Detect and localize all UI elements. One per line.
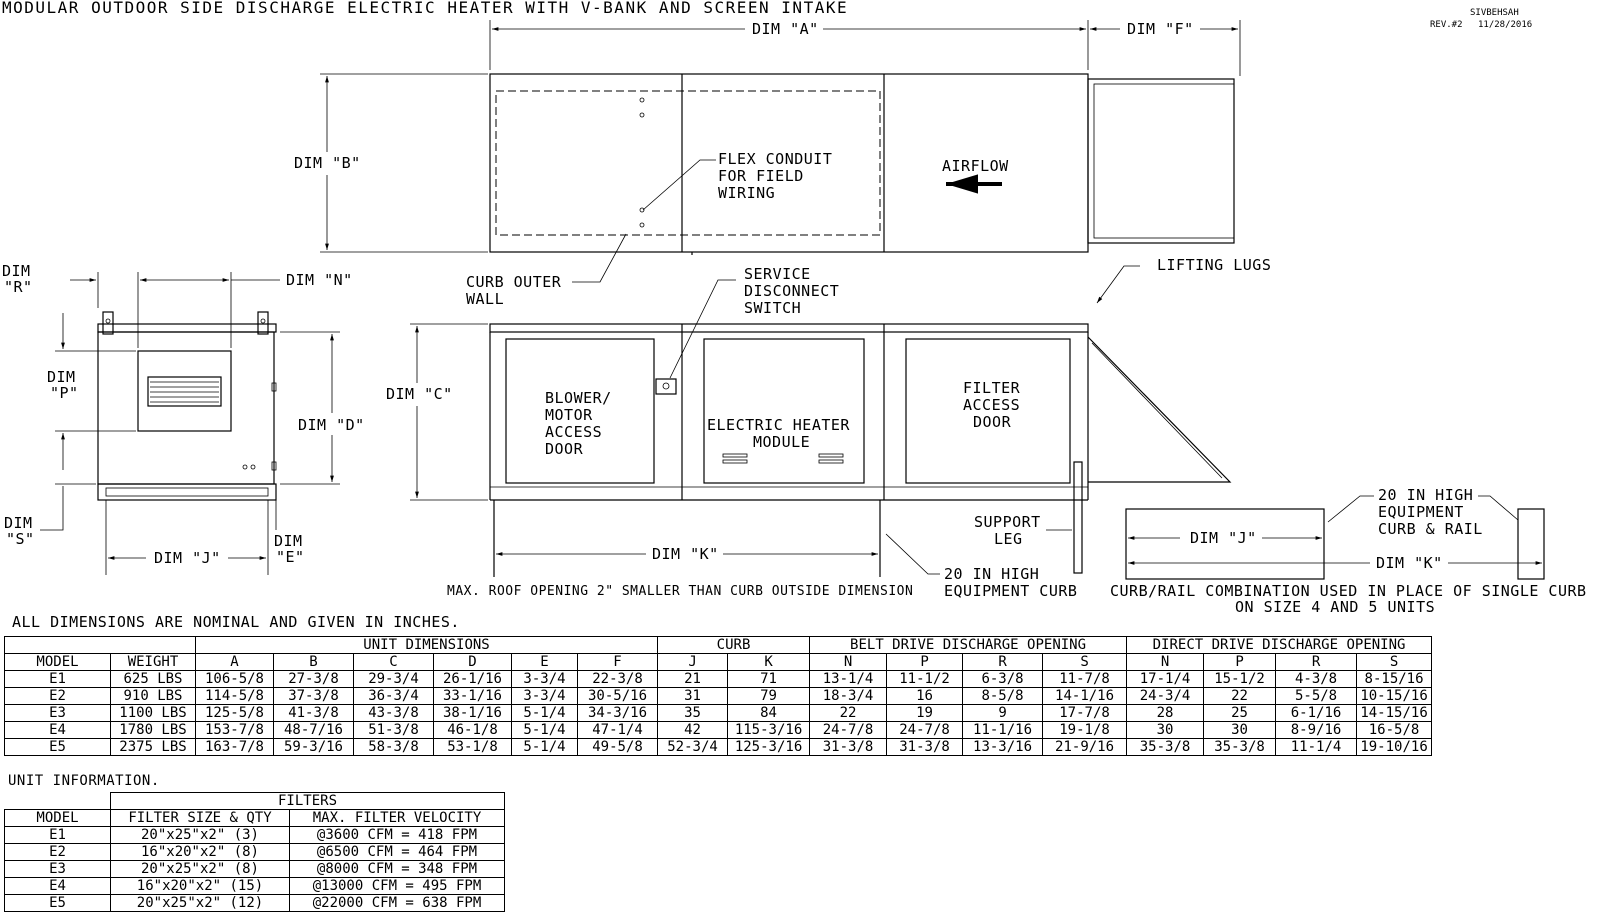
- end-view: [98, 312, 276, 500]
- roof-opening-note: MAX. ROOF OPENING 2" SMALLER THAN CURB OUTSIDE DIMENSION: [447, 584, 914, 599]
- table-row: [5, 705, 1432, 722]
- table-row: [5, 688, 1432, 705]
- side-view: [490, 324, 1230, 577]
- table-row: [5, 827, 505, 844]
- dim-d-label: DIM "D": [298, 416, 365, 434]
- table-cell: 6-1/16: [1276, 705, 1357, 722]
- dim-c-label: DIM "C": [386, 385, 453, 403]
- table-cell: 58-3/8: [354, 739, 434, 756]
- curb-20-label-2: EQUIPMENT CURB: [944, 582, 1078, 600]
- table-cell: 5-1/4: [512, 722, 578, 739]
- column-header: S: [1043, 654, 1127, 671]
- table-cell: 21: [658, 671, 728, 688]
- dim-b-label: DIM "B": [294, 154, 361, 172]
- column-header: F: [578, 654, 658, 671]
- table-cell: 6-3/8: [963, 671, 1043, 688]
- blower-door-label-1: BLOWER/: [545, 389, 612, 407]
- filters-column-header-row: [5, 810, 505, 827]
- table-cell: 49-5/8: [578, 739, 658, 756]
- revision-date: 11/28/2016: [1478, 20, 1533, 30]
- table-cell: 22-3/8: [578, 671, 658, 688]
- table-cell: 46-1/8: [434, 722, 512, 739]
- column-header: WEIGHT: [111, 654, 196, 671]
- blower-door-label-4: DOOR: [545, 440, 584, 458]
- dim-f-label: DIM "F": [1127, 20, 1194, 38]
- table-cell: 25: [1204, 705, 1276, 722]
- table-cell: 17-1/4: [1127, 671, 1204, 688]
- support-leg-label-1: SUPPORT: [974, 513, 1041, 531]
- table-cell: 11-1/16: [963, 722, 1043, 739]
- heater-module-label-2: MODULE: [753, 433, 811, 451]
- table-cell: 53-1/8: [434, 739, 512, 756]
- airflow-label: AIRFLOW: [942, 157, 1009, 175]
- table-cell: @8000 CFM = 348 FPM: [290, 861, 505, 878]
- service-switch-label-1: SERVICE: [744, 265, 811, 283]
- dim-e-label-2: "E": [276, 548, 305, 566]
- dim-r-label-1: DIM: [2, 262, 31, 280]
- table-cell: 42: [658, 722, 728, 739]
- rail-note-2: ON SIZE 4 AND 5 UNITS: [1235, 598, 1436, 616]
- service-switch-label-2: DISCONNECT: [744, 282, 840, 300]
- table-cell: 10-15/16: [1357, 688, 1432, 705]
- table-cell: 71: [728, 671, 810, 688]
- table-cell: 153-7/8: [196, 722, 274, 739]
- table-cell: 19-10/16: [1357, 739, 1432, 756]
- table-cell: E4: [5, 722, 111, 739]
- column-header: E: [512, 654, 578, 671]
- table-cell: 52-3/4: [658, 739, 728, 756]
- table-cell: 9: [963, 705, 1043, 722]
- table-cell: 125-3/16: [728, 739, 810, 756]
- table-cell: 16-5/8: [1357, 722, 1432, 739]
- column-header: P: [1204, 654, 1276, 671]
- table-cell: 8-9/16: [1276, 722, 1357, 739]
- table-cell: E2: [5, 688, 111, 705]
- dim-s-label-2: "S": [6, 530, 35, 548]
- table-cell: 20"x25"x2" (8): [111, 861, 290, 878]
- table-cell: 31-3/8: [810, 739, 887, 756]
- rail-label-1: 20 IN HIGH: [1378, 486, 1474, 504]
- table-cell: E2: [5, 844, 111, 861]
- dim-k-rail-label: DIM "K": [1376, 554, 1443, 572]
- curb-outer-wall-label-1: CURB OUTER: [466, 273, 562, 291]
- table-cell: 30: [1127, 722, 1204, 739]
- column-header: K: [728, 654, 810, 671]
- column-header: S: [1357, 654, 1432, 671]
- drawing-id: SIVBEHSAH: [1470, 8, 1519, 18]
- table-row: [5, 844, 505, 861]
- table-cell: E1: [5, 671, 111, 688]
- table-cell: 11-7/8: [1043, 671, 1127, 688]
- table-cell: 22: [810, 705, 887, 722]
- top-view: [490, 74, 1234, 255]
- flex-conduit-label-3: WIRING: [718, 184, 776, 202]
- table-cell: 20"x25"x2" (3): [111, 827, 290, 844]
- table-cell: 11-1/4: [1276, 739, 1357, 756]
- column-header: R: [963, 654, 1043, 671]
- dimensions-group-header-row: [5, 637, 1432, 654]
- table-cell: @6500 CFM = 464 FPM: [290, 844, 505, 861]
- table-cell: 4-3/8: [1276, 671, 1357, 688]
- table-row: [5, 861, 505, 878]
- filters-group-header-row: [5, 793, 505, 810]
- curb-header: CURB: [658, 637, 810, 654]
- lifting-lugs-label: LIFTING LUGS: [1157, 256, 1272, 274]
- dim-j-end-label: DIM "J": [154, 549, 221, 567]
- column-header: A: [196, 654, 274, 671]
- dimensions-note: ALL DIMENSIONS ARE NOMINAL AND GIVEN IN INCHES.: [12, 613, 460, 631]
- table-cell: 11-1/2: [887, 671, 963, 688]
- column-header: FILTER SIZE & QTY: [111, 810, 290, 827]
- drawing-title: MODULAR OUTDOOR SIDE DISCHARGE ELECTRIC HEATER WITH V-BANK AND SCREEN INTAKE: [2, 0, 849, 17]
- dim-e-label-1: DIM: [274, 532, 303, 550]
- rail-label-2: EQUIPMENT: [1378, 503, 1464, 521]
- table-cell: 47-1/4: [578, 722, 658, 739]
- column-header: R: [1276, 654, 1357, 671]
- dim-p-label-1: DIM: [47, 368, 76, 386]
- curb-20-label-1: 20 IN HIGH: [944, 565, 1040, 583]
- table-cell: 18-3/4: [810, 688, 887, 705]
- table-cell: 5-1/4: [512, 705, 578, 722]
- column-header: N: [810, 654, 887, 671]
- table-cell: 163-7/8: [196, 739, 274, 756]
- blower-door-label-2: MOTOR: [545, 406, 593, 424]
- rail-note-1: CURB/RAIL COMBINATION USED IN PLACE OF SINGLE CURB: [1110, 582, 1587, 600]
- dim-a-label: DIM "A": [752, 20, 819, 38]
- table-cell: 35: [658, 705, 728, 722]
- table-cell: 24-7/8: [810, 722, 887, 739]
- table-row: [5, 878, 505, 895]
- table-cell: 106-5/8: [196, 671, 274, 688]
- table-cell: @22000 CFM = 638 FPM: [290, 895, 505, 912]
- table-cell: 21-9/16: [1043, 739, 1127, 756]
- flex-conduit-label-2: FOR FIELD: [718, 167, 804, 185]
- table-cell: E4: [5, 878, 111, 895]
- flex-conduit-label-1: FLEX CONDUIT: [718, 150, 833, 168]
- table-cell: 125-5/8: [196, 705, 274, 722]
- table-cell: 43-3/8: [354, 705, 434, 722]
- table-cell: 8-5/8: [963, 688, 1043, 705]
- table-cell: 115-3/16: [728, 722, 810, 739]
- filters-header: FILTERS: [111, 793, 505, 810]
- dim-j-rail-label: DIM "J": [1190, 529, 1257, 547]
- column-header: MODEL: [5, 810, 111, 827]
- table-cell: E3: [5, 861, 111, 878]
- table-cell: 48-7/16: [274, 722, 354, 739]
- column-header: B: [274, 654, 354, 671]
- table-cell: 36-3/4: [354, 688, 434, 705]
- blank-header-cell: [5, 637, 196, 654]
- table-row: [5, 895, 505, 912]
- table-cell: 31: [658, 688, 728, 705]
- table-cell: @3600 CFM = 418 FPM: [290, 827, 505, 844]
- table-cell: 17-7/8: [1043, 705, 1127, 722]
- table-cell: 28: [1127, 705, 1204, 722]
- table-cell: 31-3/8: [887, 739, 963, 756]
- rail-label-3: CURB & RAIL: [1378, 520, 1483, 538]
- table-cell: 35-3/8: [1127, 739, 1204, 756]
- table-cell: E5: [5, 739, 111, 756]
- column-header: J: [658, 654, 728, 671]
- table-cell: 30-5/16: [578, 688, 658, 705]
- table-cell: 13-3/16: [963, 739, 1043, 756]
- table-cell: 910 LBS: [111, 688, 196, 705]
- table-cell: 1780 LBS: [111, 722, 196, 739]
- direct-drive-header: DIRECT DRIVE DISCHARGE OPENING: [1127, 637, 1432, 654]
- table-cell: 30: [1204, 722, 1276, 739]
- table-cell: 19: [887, 705, 963, 722]
- revision-label: REV.#2: [1430, 20, 1463, 30]
- dimensions-column-header-row: [5, 654, 1432, 671]
- dim-p-label-2: "P": [50, 384, 79, 402]
- table-cell: E3: [5, 705, 111, 722]
- table-cell: 2375 LBS: [111, 739, 196, 756]
- dim-k-label: DIM "K": [652, 545, 719, 563]
- table-cell: 3-3/4: [512, 671, 578, 688]
- heater-module-label-1: ELECTRIC HEATER: [707, 416, 850, 434]
- belt-drive-header: BELT DRIVE DISCHARGE OPENING: [810, 637, 1127, 654]
- table-cell: 5-5/8: [1276, 688, 1357, 705]
- support-leg-label-2: LEG: [994, 530, 1023, 548]
- table-row: [5, 722, 1432, 739]
- table-cell: 5-1/4: [512, 739, 578, 756]
- table-cell: 24-7/8: [887, 722, 963, 739]
- column-header: C: [354, 654, 434, 671]
- table-cell: 24-3/4: [1127, 688, 1204, 705]
- dim-s-label-1: DIM: [4, 514, 33, 532]
- dim-r-label-2: "R": [4, 278, 33, 296]
- filter-door-label-1: FILTER: [963, 379, 1021, 397]
- table-cell: 33-1/16: [434, 688, 512, 705]
- table-cell: 114-5/8: [196, 688, 274, 705]
- table-cell: E5: [5, 895, 111, 912]
- column-header: P: [887, 654, 963, 671]
- table-cell: 37-3/8: [274, 688, 354, 705]
- blank-header-cell: [5, 793, 111, 810]
- table-cell: 34-3/16: [578, 705, 658, 722]
- filter-door-label-2: ACCESS: [963, 396, 1021, 414]
- table-cell: 3-3/4: [512, 688, 578, 705]
- column-header: MAX. FILTER VELOCITY: [290, 810, 505, 827]
- table-cell: 8-15/16: [1357, 671, 1432, 688]
- table-cell: 20"x25"x2" (12): [111, 895, 290, 912]
- service-switch-label-3: SWITCH: [744, 299, 802, 317]
- table-cell: 13-1/4: [810, 671, 887, 688]
- table-cell: E1: [5, 827, 111, 844]
- table-cell: @13000 CFM = 495 FPM: [290, 878, 505, 895]
- curb-outer-wall-label-2: WALL: [466, 290, 505, 308]
- table-cell: 84: [728, 705, 810, 722]
- table-cell: 1100 LBS: [111, 705, 196, 722]
- table-cell: 35-3/8: [1204, 739, 1276, 756]
- table-cell: 59-3/16: [274, 739, 354, 756]
- table-cell: 41-3/8: [274, 705, 354, 722]
- table-cell: 19-1/8: [1043, 722, 1127, 739]
- table-cell: 14-1/16: [1043, 688, 1127, 705]
- table-row: [5, 671, 1432, 688]
- table-cell: 27-3/8: [274, 671, 354, 688]
- table-row: [5, 739, 1432, 756]
- filter-door-label-3: DOOR: [973, 413, 1012, 431]
- filters-table: [4, 792, 505, 912]
- table-cell: 16"x20"x2" (8): [111, 844, 290, 861]
- table-cell: 16"x20"x2" (15): [111, 878, 290, 895]
- table-cell: 38-1/16: [434, 705, 512, 722]
- unit-information-note: UNIT INFORMATION.: [8, 773, 160, 789]
- table-cell: 29-3/4: [354, 671, 434, 688]
- table-cell: 26-1/16: [434, 671, 512, 688]
- table-cell: 79: [728, 688, 810, 705]
- table-cell: 15-1/2: [1204, 671, 1276, 688]
- table-cell: 625 LBS: [111, 671, 196, 688]
- column-header: N: [1127, 654, 1204, 671]
- table-cell: 16: [887, 688, 963, 705]
- table-cell: 14-15/16: [1357, 705, 1432, 722]
- dim-n-label: DIM "N": [286, 271, 353, 289]
- column-header: D: [434, 654, 512, 671]
- table-cell: 51-3/8: [354, 722, 434, 739]
- column-header: MODEL: [5, 654, 111, 671]
- unit-dimensions-header: UNIT DIMENSIONS: [196, 637, 658, 654]
- dimensions-table: [4, 636, 1432, 756]
- table-cell: 22: [1204, 688, 1276, 705]
- blower-door-label-3: ACCESS: [545, 423, 603, 441]
